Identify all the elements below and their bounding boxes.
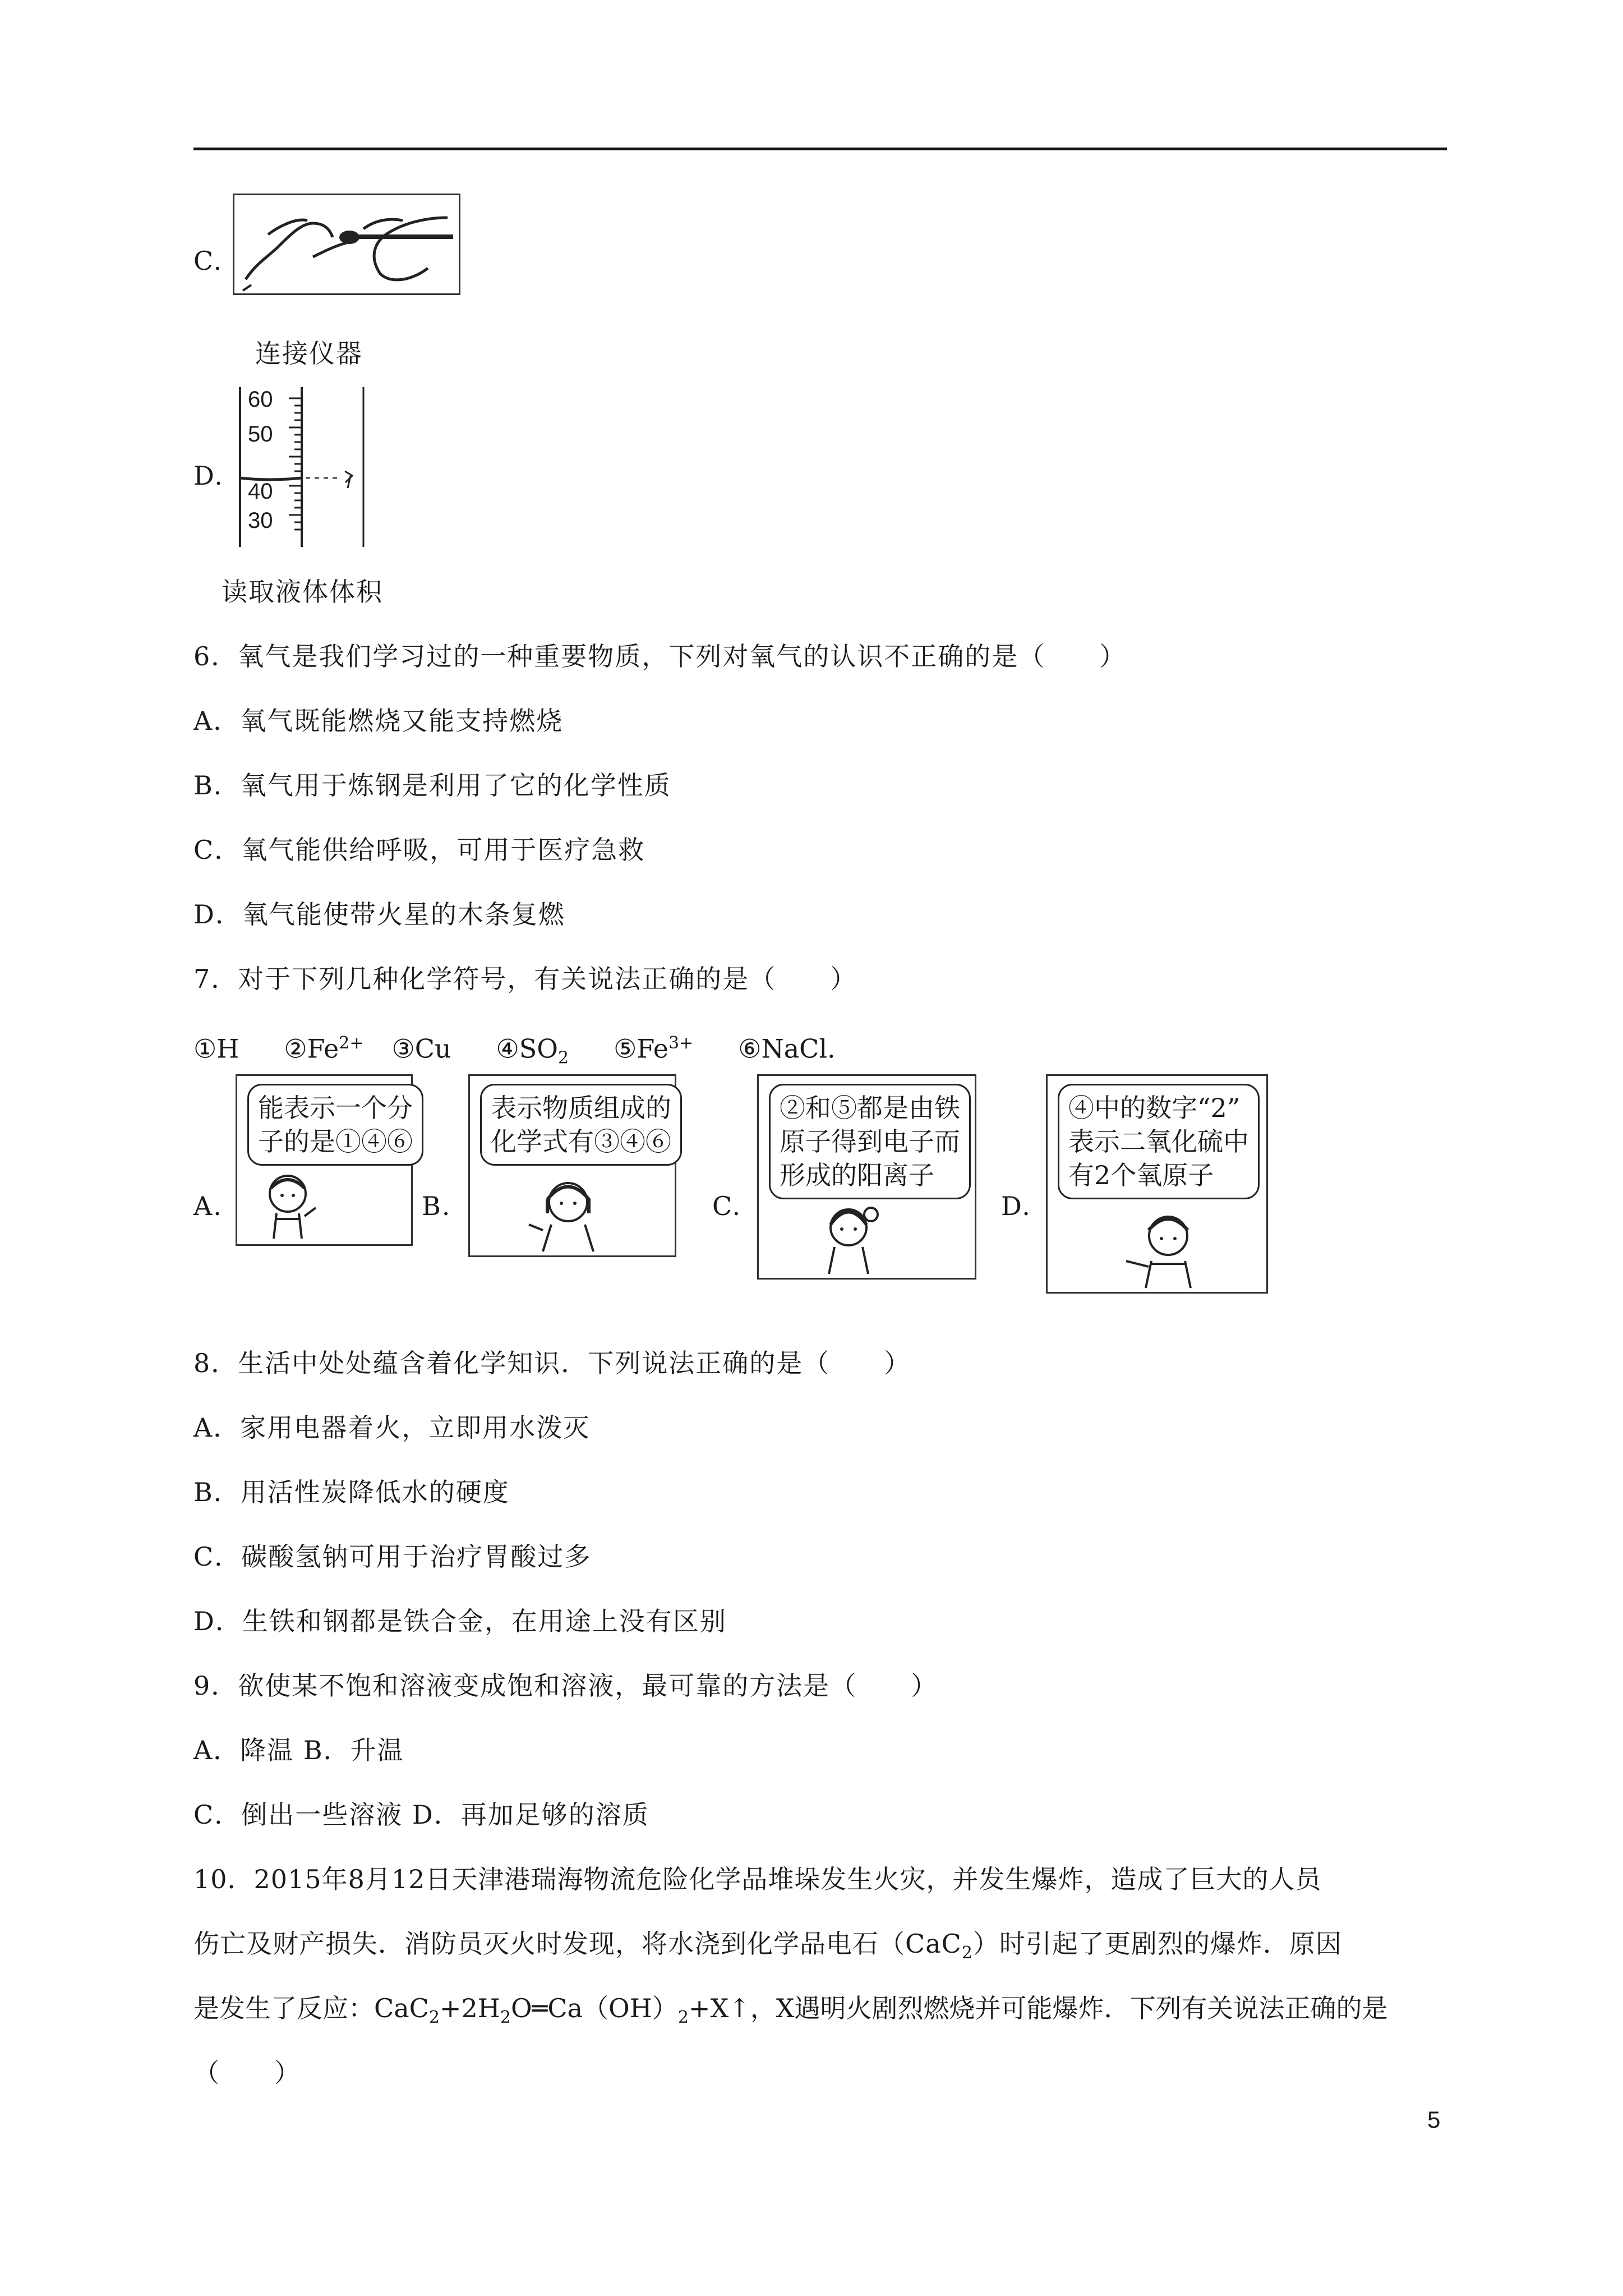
symbol-3: ③Cu [391, 1033, 451, 1064]
q7-option-a-label: A. [193, 1191, 223, 1221]
q5-option-d-caption: 读取液体体积 [222, 577, 383, 607]
q9-options-line-1: A．降温 B．升温 [193, 1735, 404, 1765]
q10-line-2: 伤亡及财产损失．消防员灭火时发现，将水浇到化学品电石（CaC$_2$）时引起了更剧烈的爆炸．原因 [193, 1929, 1342, 1963]
connect-apparatus-image [233, 194, 460, 295]
q7-option-d-card [1046, 1074, 1268, 1294]
q9-stem: 9．欲使某不饱和溶液变成饱和溶液，最可靠的方法是（ ） [193, 1671, 938, 1701]
q10-line-1: 10．2015年8月12日天津港瑞海物流危险化学品堆垛发生火灾，并发生爆炸，造成了巨大的人员 [193, 1864, 1322, 1894]
symbol-4: ④SO [496, 1033, 558, 1064]
symbol-6: ⑥NaCl. [738, 1033, 836, 1064]
q6-stem: 6．氧气是我们学习过的一种重要物质，下列对氧气的认识不正确的是（ ） [193, 641, 1127, 671]
tick-label-30: 30 [248, 508, 273, 533]
q6-option-c: C．氧气能供给呼吸，可用于医疗急救 [193, 835, 645, 865]
q8-option-b: B．用活性炭降低水的硬度 [193, 1477, 510, 1507]
q7-option-b-speech-bubble: 表示物质组成的 化学式有③④⑥ [480, 1084, 682, 1166]
q7-option-d-label: D. [1001, 1191, 1031, 1221]
q10-line-3: 是发生了反应：$CaC_2+2H_2O═Ca(OH)_2+X↑$，X遇明火剧烈燃烧并可能爆炸．下列有关说法正确的是 [193, 1993, 1388, 2028]
girl-student-cartoon-icon [520, 1174, 616, 1253]
page-number: 5 [1427, 2106, 1441, 2133]
q7-option-a-speech-bubble: 能表示一个分 子的是①④⑥ [247, 1084, 423, 1166]
symbol-1: ①H [193, 1033, 239, 1064]
q7-option-c-speech-bubble: ②和⑤都是由铁 原子得到电子而 形成的阳离子 [769, 1084, 971, 1199]
tick-label-40: 40 [248, 479, 273, 504]
q6-option-a: A．氧气既能燃烧又能支持燃烧 [193, 706, 564, 736]
q7-option-b-label: B. [422, 1191, 451, 1221]
q7-option-c-label: C. [712, 1191, 742, 1221]
q5-option-c-label: C. [193, 246, 223, 276]
q8-option-d: D．生铁和钢都是铁合金，在用途上没有区别 [193, 1606, 727, 1636]
q9-options-line-2: C．倒出一些溶液 D．再加足够的溶质 [193, 1800, 649, 1830]
symbol-5: ⑤Fe [614, 1033, 668, 1064]
header-rule [193, 148, 1447, 150]
graduated-cylinder-image [236, 387, 366, 547]
q7-option-c-card [757, 1074, 976, 1280]
q10-line-4: （ ） [193, 2058, 301, 2088]
q6-option-b: B．氧气用于炼钢是利用了它的化学性质 [193, 770, 671, 800]
symbol-2: ②Fe [284, 1033, 339, 1064]
tick-label-60: 60 [248, 387, 273, 412]
q7-option-d-speech-bubble: ④中的数字“2” 表示二氧化硫中 有2个氧原子 [1058, 1084, 1260, 1199]
q5-option-d-label: D. [193, 461, 224, 491]
tick-label-50: 50 [248, 422, 273, 447]
q7-option-b-card [468, 1074, 676, 1257]
boy-student-cartoon-icon [1115, 1208, 1210, 1289]
q7-stem: 7．对于下列几种化学符号，有关说法正确的是（ ） [193, 964, 857, 994]
q7-symbols: ①H $②Fe^{2+}$ ③Cu $④SO_2$ $⑤Fe^{3+}$ ⑥NaCl. [193, 1033, 836, 1068]
q8-stem: 8．生活中处处蕴含着化学知识．下列说法正确的是（ ） [193, 1348, 911, 1378]
girl-thinking-cartoon-icon [804, 1202, 893, 1275]
q8-option-c: C．碳酸氢钠可用于治疗胃酸过多 [193, 1542, 592, 1572]
q5-option-c-caption: 连接仪器 [255, 338, 363, 369]
q6-option-d: D．氧气能使带火星的木条复燃 [193, 899, 565, 930]
q7-option-a-card [236, 1074, 413, 1246]
q8-option-a: A．家用电器着火，立即用水泼灭 [193, 1412, 591, 1443]
student-cartoon-icon [254, 1168, 338, 1241]
hands-connecting-tube-icon [234, 195, 459, 293]
